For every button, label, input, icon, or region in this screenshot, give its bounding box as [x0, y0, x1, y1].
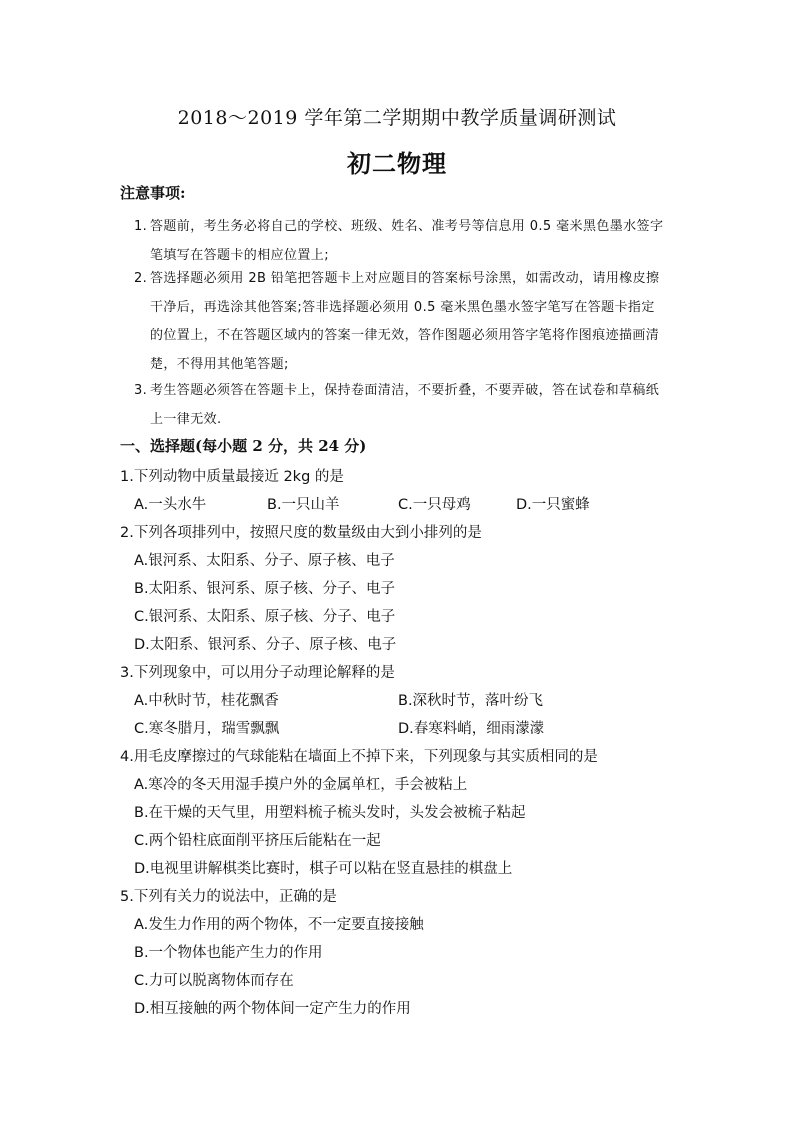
- note-item-3: [134, 377, 679, 434]
- note-text: 楚，不得用其他笔答题;: [150, 356, 289, 372]
- note-text: 答题前，考生务必将自己的学校、班级、姓名、准考号等信息用 0.5 毫米黑色墨水签字: [150, 219, 664, 234]
- question-option: B.一只山羊: [267, 497, 340, 513]
- question-option: A.一头水牛: [134, 497, 207, 513]
- notes-heading: 注意事项:: [120, 184, 186, 202]
- question-option: C.两个铅柱底面削平挤压后能粘在一起: [134, 833, 381, 849]
- question-option: D.电视里讲解棋类比赛时，棋子可以粘在竖直悬挂的棋盘上: [134, 861, 513, 877]
- question-option: D.相互接触的两个物体间一定产生力的作用: [134, 1001, 411, 1017]
- question-option: A.发生力作用的两个物体，不一定要直接接触: [134, 917, 424, 933]
- question-stem: 3.下列现象中，可以用分子动理论解释的是: [120, 665, 395, 681]
- question-option: A.银河系、太阳系、分子、原子核、电子: [134, 553, 395, 569]
- question-option: D.太阳系、银河系、分子、原子核、电子: [134, 637, 397, 653]
- note-number: 3.: [134, 383, 148, 398]
- question-option: C.力可以脱离物体而存在: [134, 973, 294, 989]
- subject-title: 初二物理: [347, 149, 447, 178]
- section-heading: 一、选择题(每小题 2 分，共 24 分): [120, 437, 367, 455]
- question-option: C.银河系、太阳系、原子核、分子、电子: [134, 609, 396, 625]
- question-option: D.一只蜜蜂: [516, 497, 590, 513]
- question-option: B.深秋时节，落叶纷飞: [398, 693, 544, 709]
- question-stem: 4.用毛皮摩擦过的气球能粘在墙面上不掉下来，下列现象与其实质相同的是: [120, 749, 598, 765]
- question-option: C.寒冬腊月，瑞雪飘飘: [134, 721, 280, 737]
- note-item-2: [134, 265, 679, 379]
- question-option: B.一个物体也能产生力的作用: [134, 945, 323, 961]
- note-text: 上一律无效.: [150, 411, 222, 427]
- exam-title: 2018～2019 学年第二学期期中教学质量调研测试: [177, 107, 617, 129]
- question-stem: 1.下列动物中质量最接近 2kg 的是: [120, 469, 344, 485]
- note-text: 答选择题必须用 2B 铅笔把答题卡上对应题目的答案标号涂黑，如需改动，请用橡皮擦: [150, 271, 660, 286]
- question-option: B.在干燥的天气里，用塑料梳子梳头发时，头发会被梳子粘起: [134, 805, 526, 821]
- question-stem: 5.下列有关力的说法中，正确的是: [120, 889, 337, 905]
- question-option: A.中秋时节，桂花飘香: [134, 693, 279, 709]
- question-option: B.太阳系、银河系、原子核、分子、电子: [134, 581, 396, 597]
- question-option: C.一只母鸡: [398, 497, 471, 513]
- note-text: 干净后，再选涂其他答案;答非选择题必须用 0.5 毫米黑色墨水签字笔写在答题卡指定: [150, 299, 655, 315]
- question-option: D.春寒料峭，细雨濛濛: [398, 721, 545, 737]
- note-item-1: [134, 213, 679, 270]
- note-number: 2.: [134, 271, 148, 286]
- question-stem: 2.下列各项排列中，按照尺度的数量级由大到小排列的是: [120, 525, 482, 541]
- question-option: A.寒冷的冬天用湿手摸户外的金属单杠，手会被粘上: [134, 777, 468, 793]
- note-text: 考生答题必须答在答题卡上，保持卷面清洁，不要折叠，不要弄破，答在试卷和草稿纸: [150, 383, 660, 398]
- note-text: 的位置上，不在答题区域内的答案一律无效，答作图题必须用答字笔将作图痕迹描画清: [150, 328, 660, 343]
- note-number: 1.: [134, 219, 148, 234]
- note-text: 笔填写在答题卡的相应位置上;: [150, 247, 329, 263]
